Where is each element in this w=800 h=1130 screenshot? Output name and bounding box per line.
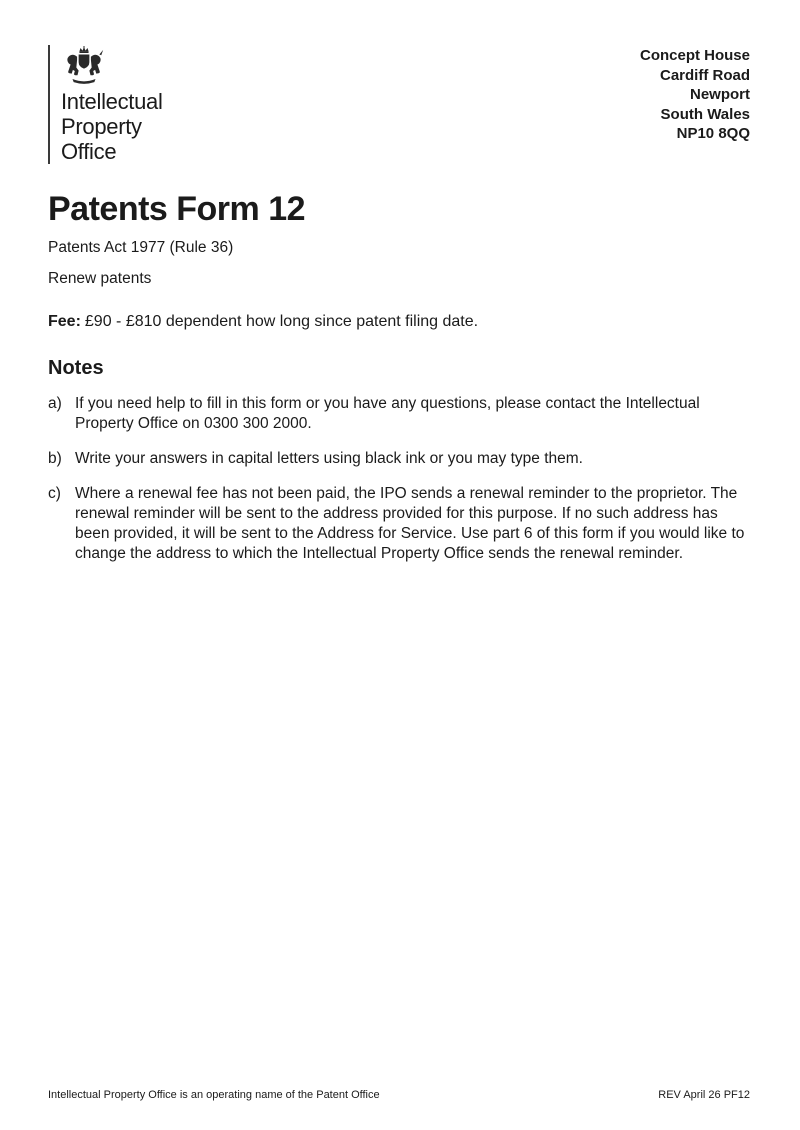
page-title: Patents Form 12	[48, 190, 306, 228]
footer-right-text: REV April 26 PF12	[658, 1089, 750, 1101]
note-marker: c)	[48, 485, 61, 502]
ipo-logo	[48, 45, 163, 164]
note-marker: a)	[48, 395, 62, 412]
address-line: NP10 8QQ	[676, 125, 750, 142]
logo-content	[61, 45, 163, 164]
form-body	[48, 191, 754, 579]
note-marker: b)	[48, 450, 62, 467]
note-text: Where a renewal fee has not been paid, the IPO sends a renewal reminder to the proprietor. The renewal reminder will be sent to the address provided for this purpose. If no such address has been provided, it will be sent to the Address for Service. Use part 6 of this form if you would like to change the address to which the Intellectual Property Office sends the renewal reminder.	[75, 485, 745, 562]
page-footer	[48, 1089, 750, 1102]
footer-left-text: Intellectual Property Office is an operating name of the Patent Office	[48, 1089, 380, 1101]
address-line: Newport	[690, 86, 750, 103]
address-line: South Wales	[660, 105, 750, 123]
act-rule-line: Patents Act 1977 (Rule 36)	[48, 239, 234, 256]
note-item-a	[48, 394, 754, 434]
royal-coat-of-arms-icon	[61, 46, 163, 86]
note-item-b	[48, 449, 754, 469]
notes-list	[48, 394, 754, 564]
fee-line	[48, 312, 754, 332]
fee-label: Fee:	[48, 313, 81, 330]
logo-word-office: Office	[61, 139, 117, 164]
address-line: Cardiff Road	[660, 66, 750, 84]
fee-text: £90 - £810 dependent how long since patent filing date.	[84, 313, 479, 330]
address-line: Concept House	[639, 47, 750, 64]
note-item-c	[48, 484, 754, 564]
note-text: Write your answers in capital letters using black ink or you may type them.	[75, 450, 583, 467]
office-address	[640, 46, 750, 144]
logo-word-intellectual: Intellectual	[61, 89, 163, 114]
notes-heading: Notes	[48, 357, 104, 379]
logo-divider-bar	[48, 45, 50, 164]
note-text: If you need help to fill in this form or you have any questions, please contact the Intellectual Property Office on 0300 300 2000.	[75, 395, 700, 432]
logo-word-property: Property	[61, 114, 142, 139]
form-purpose: Renew patents	[48, 270, 152, 287]
